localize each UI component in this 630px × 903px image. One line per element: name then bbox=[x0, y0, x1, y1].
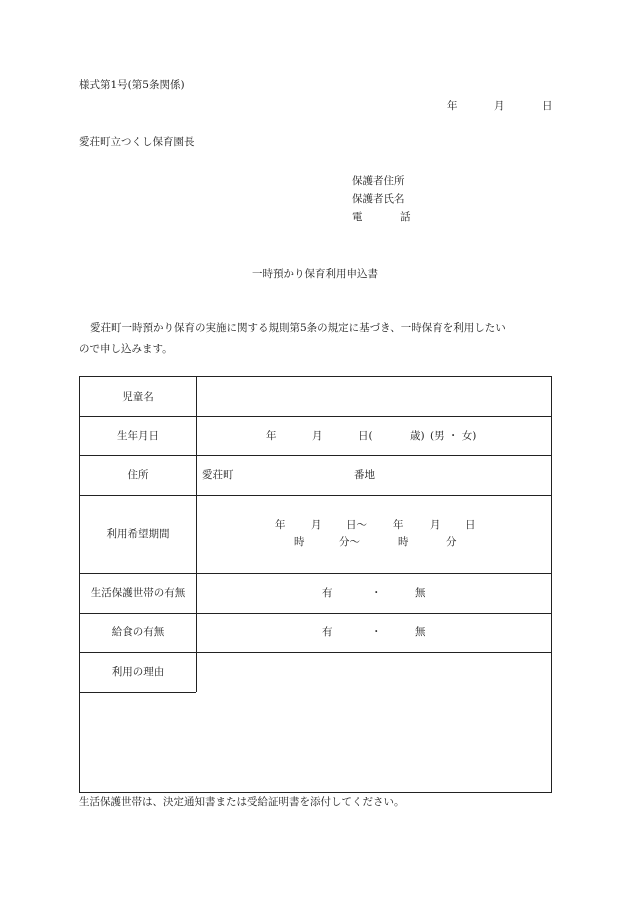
child-name-field[interactable] bbox=[197, 377, 551, 416]
period-start-month-label: 月 bbox=[311, 519, 322, 531]
birth-year-label: 年 bbox=[266, 430, 277, 442]
reason-label-bottom bbox=[80, 692, 196, 693]
applicant-phone-label-2: 話 bbox=[400, 211, 411, 223]
reason-label: 利用の理由 bbox=[111, 666, 165, 678]
birth-day-label: 日( bbox=[358, 430, 373, 442]
lunch-separator: ・ bbox=[371, 626, 382, 638]
application-table bbox=[79, 376, 552, 793]
address-label: 住所 bbox=[127, 469, 149, 481]
row-divider bbox=[80, 573, 551, 574]
date-day-label: 日 bbox=[542, 100, 553, 112]
period-label: 利用希望期間 bbox=[106, 528, 170, 540]
lunch-yes-option[interactable]: 有 bbox=[322, 626, 333, 638]
body-text-line-1: 愛荘町一時預かり保育の実施に関する規則第5条の規定に基づき、一時保育を利用したい bbox=[90, 322, 506, 334]
gender-choice[interactable]: (男 ・ 女) bbox=[430, 430, 477, 442]
period-start-year-label: 年 bbox=[275, 519, 286, 531]
document-title: 一時預かり保育利用申込書 bbox=[252, 268, 378, 280]
period-start-hour-label: 時 bbox=[294, 536, 305, 548]
date-year-label: 年 bbox=[447, 100, 458, 112]
address-banchi-label: 番地 bbox=[354, 469, 375, 481]
welfare-yes-option[interactable]: 有 bbox=[322, 587, 333, 599]
date-month-label: 月 bbox=[494, 100, 505, 112]
lunch-no-option[interactable]: 無 bbox=[415, 626, 426, 638]
applicant-name-label: 保護者氏名 bbox=[352, 193, 405, 205]
birth-month-label: 月 bbox=[312, 430, 323, 442]
row-divider bbox=[80, 416, 551, 417]
body-text-line-2: ので申し込みます。 bbox=[79, 343, 173, 355]
period-end-day-label: 日 bbox=[465, 519, 476, 531]
addressee: 愛荘町立つくし保育園長 bbox=[79, 136, 195, 148]
period-end-hour-label: 時 bbox=[398, 536, 409, 548]
lunch-label: 給食の有無 bbox=[111, 626, 165, 638]
period-start-minute-label: 分〜 bbox=[339, 536, 360, 548]
period-end-year-label: 年 bbox=[393, 519, 404, 531]
applicant-address-label: 保護者住所 bbox=[352, 175, 405, 187]
welfare-label: 生活保護世帯の有無 bbox=[90, 587, 186, 599]
age-label: 歳) bbox=[410, 430, 425, 442]
period-end-minute-label: 分 bbox=[446, 536, 457, 548]
welfare-separator: ・ bbox=[371, 587, 382, 599]
reason-field[interactable] bbox=[197, 653, 551, 792]
welfare-no-option[interactable]: 無 bbox=[415, 587, 426, 599]
footnote: 生活保護世帯は、決定通知書または受給証明書を添付してください。 bbox=[79, 796, 405, 808]
row-divider bbox=[80, 455, 551, 456]
period-start-day-label: 日〜 bbox=[346, 519, 367, 531]
birthdate-label: 生年月日 bbox=[117, 430, 159, 442]
row-divider bbox=[80, 613, 551, 614]
label-column-divider bbox=[196, 377, 197, 692]
form-number: 様式第1号(第5条関係) bbox=[79, 79, 185, 91]
period-end-month-label: 月 bbox=[430, 519, 441, 531]
address-town: 愛荘町 bbox=[202, 469, 234, 481]
applicant-phone-label-1: 電 bbox=[352, 211, 363, 223]
child-name-label: 児童名 bbox=[122, 391, 154, 403]
row-divider bbox=[80, 495, 551, 496]
